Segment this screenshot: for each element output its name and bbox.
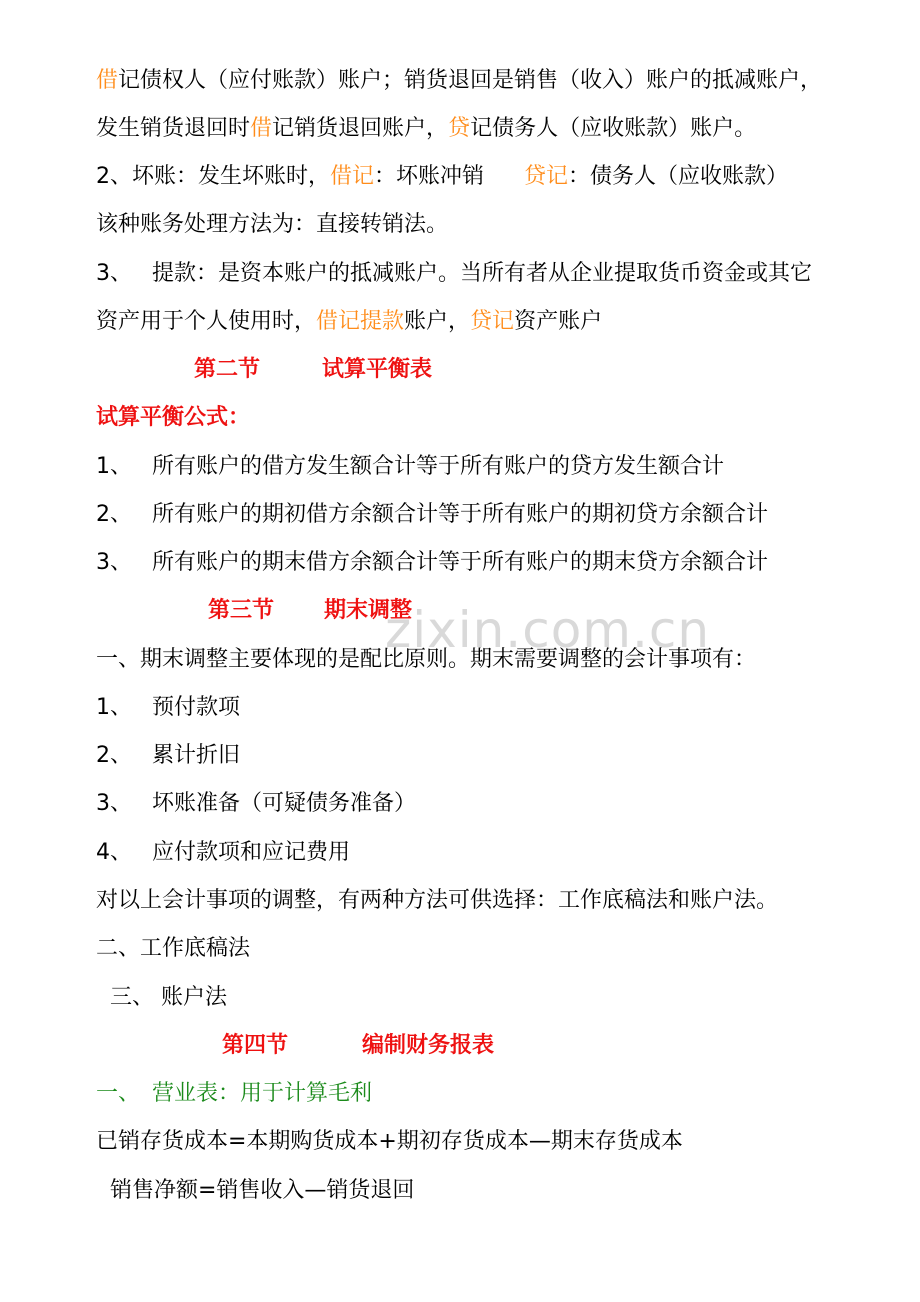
section-heading-2 — [194, 357, 432, 383]
line-text: 记销货退回账户， — [272, 116, 449, 141]
line-text: 所有账户的借方发生额合计等于所有账户的贷方发生额合计 — [152, 454, 725, 479]
list-item — [96, 502, 768, 528]
line-text: 坏账准备（可疑债务准备） — [152, 791, 417, 816]
text-line-5 — [96, 261, 812, 287]
debit-mark: 借 — [96, 68, 119, 93]
formula-line-1: 已销存货成本=本期购货成本+期初存货成本—期末存货成本 — [96, 1129, 683, 1154]
text-line-1 — [96, 68, 822, 94]
text-line-18: 对以上会计事项的调整，有两种方法可供选择：工作底稿法和账户法。 — [96, 888, 779, 913]
section-heading-3 — [208, 598, 412, 624]
list-number: 一、 — [96, 1081, 141, 1106]
debit-mark: 借 — [250, 116, 273, 141]
text-line-2 — [96, 116, 756, 142]
section-number: 第二节 — [194, 357, 261, 382]
green-heading — [96, 1081, 372, 1107]
section-title: 编制财务报表 — [362, 1033, 495, 1058]
line-text: 账户， — [404, 309, 471, 334]
list-number: 2、 — [96, 743, 132, 768]
line-text: 记债务人（应收账款）账户。 — [470, 116, 757, 141]
line-text: 营业表：用于计算毛利 — [152, 1081, 373, 1106]
text-line-6 — [96, 309, 602, 335]
list-number: 2、 — [96, 502, 132, 527]
list-number: 3、 — [96, 791, 132, 816]
line-text: 资产用于个人使用时， — [96, 309, 317, 334]
section-number: 第三节 — [208, 598, 275, 623]
section-title: 期末调整 — [324, 598, 413, 623]
credit-mark: 贷记 — [470, 309, 515, 334]
list-item — [96, 743, 240, 769]
list-number: 4、 — [96, 840, 132, 865]
credit-mark: 贷 — [448, 116, 471, 141]
line-text: 所有账户的期初借方余额合计等于所有账户的期初贷方余额合计 — [152, 502, 769, 527]
list-item — [96, 454, 724, 480]
line-text: 预付款项 — [152, 695, 241, 720]
text-line-19: 二、工作底稿法 — [96, 936, 251, 961]
list-number: 1、 — [96, 695, 132, 720]
debit-withdrawal-mark: 借记提款 — [316, 309, 405, 334]
line-text: 记债权人（应付账款）账户；销货退回是销售（收入）账户的抵减账户， — [118, 68, 823, 93]
line-text: 应付款项和应记费用 — [152, 840, 351, 865]
text-line-20: 三、 账户法 — [110, 985, 227, 1010]
list-number: 3、 — [96, 261, 132, 286]
formula-heading: 试算平衡公式： — [96, 405, 251, 430]
formula-line-2: 销售净额=销售收入—销货退回 — [110, 1178, 415, 1203]
watermark: zixin.com.cn — [385, 601, 711, 659]
text-line-4: 该种账务处理方法为：直接转销法。 — [96, 212, 449, 237]
list-item — [96, 550, 768, 576]
list-item — [96, 791, 416, 817]
line-text: 发生销货退回时 — [96, 116, 251, 141]
line-text: ：债务人（应收账款） — [568, 164, 789, 189]
line-text: 提款：是资本账户的抵减账户。当所有者从企业提取货币资金或其它 — [152, 261, 813, 286]
list-number: 1、 — [96, 454, 132, 479]
section-heading-4 — [222, 1033, 494, 1059]
text-line-13: 一、期末调整主要体现的是配比原则。期末需要调整的会计事项有： — [96, 647, 757, 672]
line-text: ：坏账冲销 — [374, 164, 485, 189]
section-title: 试算平衡表 — [322, 357, 433, 382]
line-text: 2、坏账：发生坏账时， — [96, 164, 330, 189]
credit-mark: 贷记 — [524, 164, 569, 189]
list-item — [96, 695, 240, 721]
line-text: 所有账户的期末借方余额合计等于所有账户的期末贷方余额合计 — [152, 550, 769, 575]
line-text: 累计折旧 — [152, 743, 241, 768]
list-number: 3、 — [96, 550, 132, 575]
line-text: 资产账户 — [514, 309, 603, 334]
debit-mark: 借记 — [330, 164, 375, 189]
list-item — [96, 840, 350, 866]
section-number: 第四节 — [222, 1033, 289, 1058]
text-line-3 — [96, 164, 788, 190]
